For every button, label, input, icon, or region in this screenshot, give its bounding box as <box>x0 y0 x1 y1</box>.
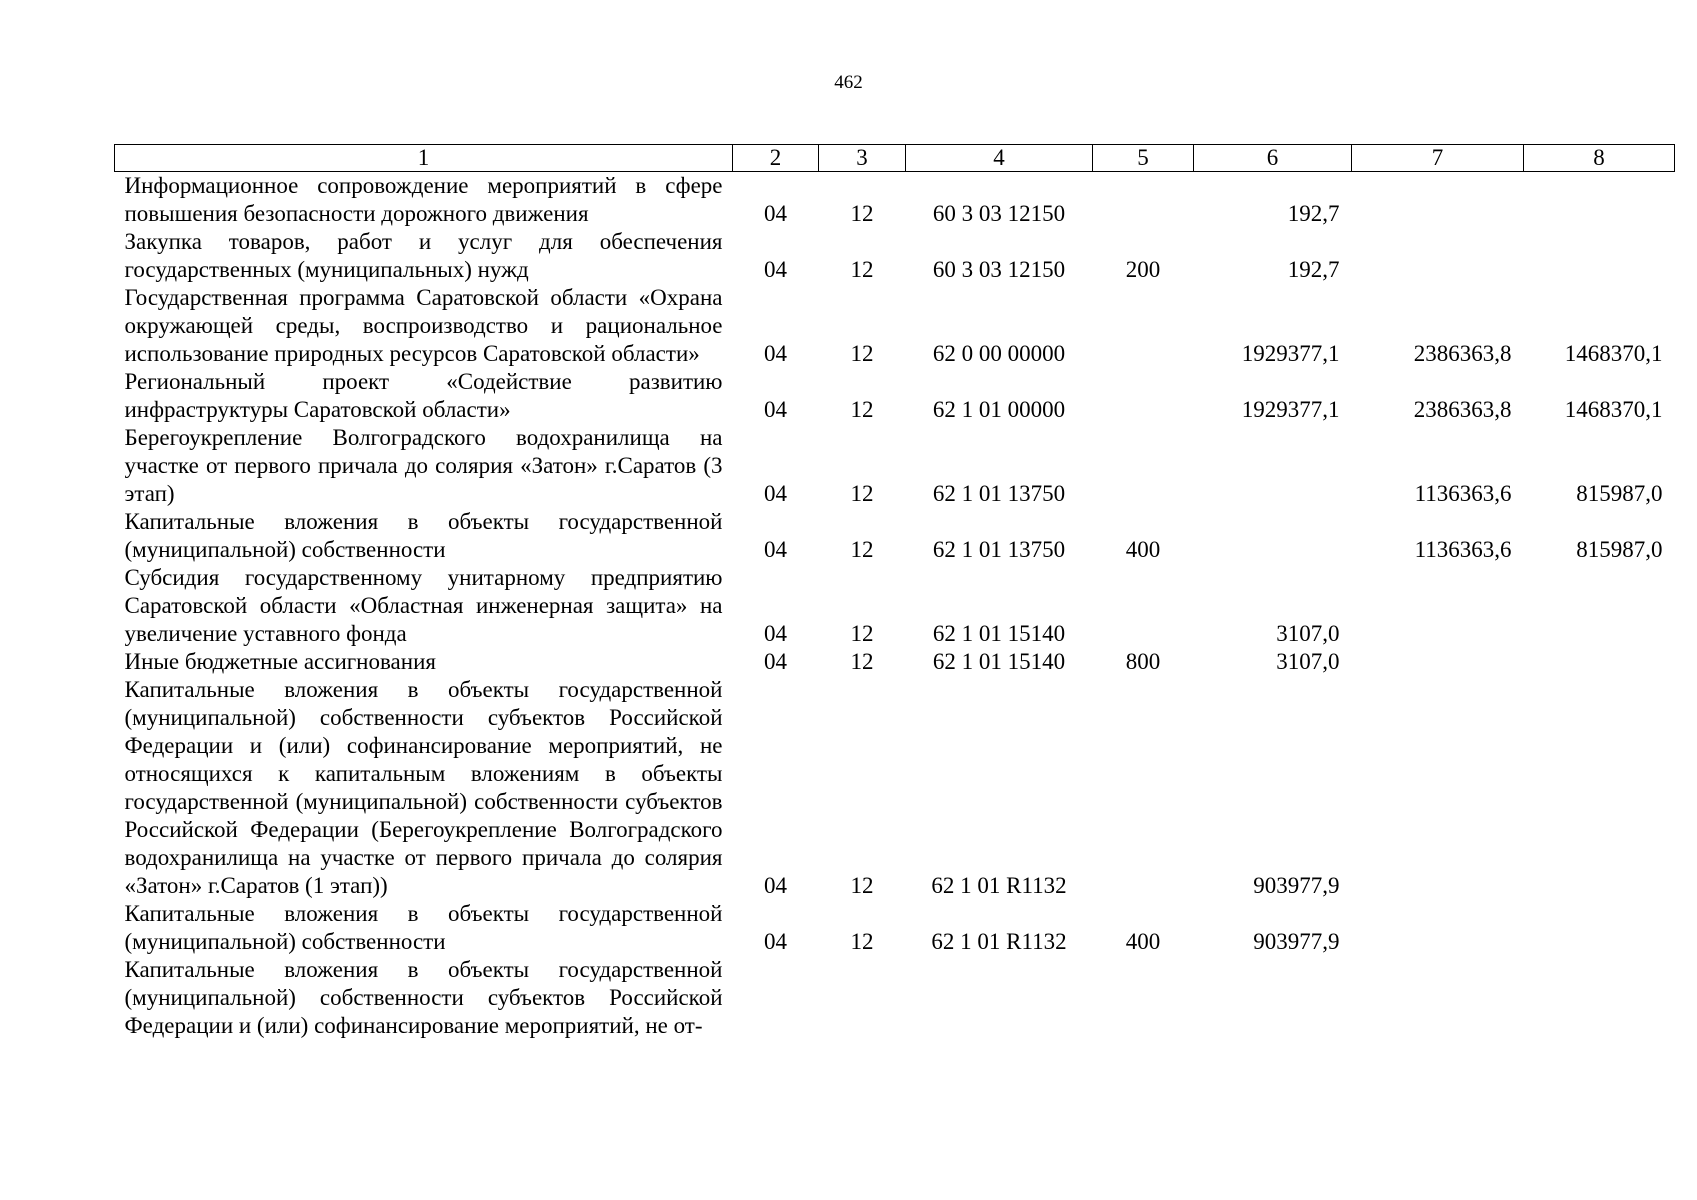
row-target-code: 62 0 00 00000 <box>932 341 1066 366</box>
row-target-code: 60 3 03 12150 <box>932 257 1066 282</box>
row-amount-7: 1136363,6 <box>1414 481 1512 506</box>
row-subsection <box>819 956 906 1040</box>
row-amount-8: 815987,0 <box>1576 481 1663 506</box>
header-row <box>115 145 1675 172</box>
row-expense-type <box>1093 956 1194 1040</box>
row-subsection: 12 <box>850 649 874 674</box>
row-amount-6 <box>1194 424 1352 508</box>
row-target-code <box>906 956 1093 1040</box>
header-cell-8: 8 <box>1524 145 1675 172</box>
row-target-code: 62 1 01 00000 <box>932 397 1066 422</box>
row-name: Государственная программа Саратовской области «Охрана окружающей среды, воспроизводство и рациональное использование природных ресурсов Саратовской области» <box>124 285 723 366</box>
table-row <box>115 368 1675 424</box>
row-amount-8: 1468370,1 <box>1564 397 1663 422</box>
row-name: Капитальные вложения в объекты государственной (муниципальной) собственности <box>124 901 723 954</box>
row-target-code: 60 3 03 12150 <box>932 201 1066 226</box>
row-expense-type <box>1093 284 1194 368</box>
row-section: 04 <box>764 341 787 366</box>
row-amount-6 <box>1194 508 1352 564</box>
table-body <box>115 172 1675 1041</box>
row-amount-6: 903977,9 <box>1253 929 1340 954</box>
row-section: 04 <box>764 929 787 954</box>
page-number: 462 <box>834 72 863 93</box>
row-subsection: 12 <box>850 481 874 506</box>
row-amount-6: 192,7 <box>1287 257 1340 282</box>
row-amount-6: 903977,9 <box>1253 873 1340 898</box>
row-amount-8: 1468370,1 <box>1564 341 1663 366</box>
row-subsection: 12 <box>850 397 874 422</box>
row-amount-7 <box>1352 648 1524 676</box>
row-amount-8 <box>1524 900 1675 956</box>
table-row <box>115 676 1675 900</box>
row-section: 04 <box>764 257 787 282</box>
row-subsection: 12 <box>850 621 874 646</box>
row-amount-6: 3107,0 <box>1276 621 1340 646</box>
row-amount-6: 192,7 <box>1287 201 1340 226</box>
row-subsection: 12 <box>850 257 874 282</box>
row-amount-8: 815987,0 <box>1576 537 1663 562</box>
row-target-code: 62 1 01 13750 <box>932 481 1066 506</box>
header-cell-2: 2 <box>733 145 819 172</box>
row-expense-type <box>1093 676 1194 900</box>
row-name: Информационное сопровождение мероприятий в сфере повышения безопасности дорожного движения <box>124 173 723 226</box>
header-cell-4: 4 <box>906 145 1093 172</box>
row-amount-7 <box>1352 228 1524 284</box>
row-amount-8 <box>1524 676 1675 900</box>
row-target-code: 62 1 01 13750 <box>932 537 1066 562</box>
row-target-code: 62 1 01 R1132 <box>931 873 1067 898</box>
row-subsection: 12 <box>850 537 874 562</box>
row-subsection: 12 <box>850 929 874 954</box>
row-amount-7 <box>1352 676 1524 900</box>
table-row <box>115 508 1675 564</box>
header-cell-6: 6 <box>1194 145 1352 172</box>
row-amount-6 <box>1194 956 1352 1040</box>
row-amount-7: 2386363,8 <box>1413 397 1512 422</box>
row-section: 04 <box>764 649 787 674</box>
row-amount-7 <box>1352 172 1524 229</box>
row-expense-type: 200 <box>1125 257 1161 282</box>
row-expense-type <box>1093 424 1194 508</box>
header-cell-7: 7 <box>1352 145 1524 172</box>
table-row <box>115 900 1675 956</box>
row-amount-8 <box>1524 172 1675 229</box>
row-amount-8 <box>1524 564 1675 648</box>
budget-table <box>114 144 1675 1040</box>
table-row <box>115 172 1675 229</box>
table-row <box>115 228 1675 284</box>
row-amount-7 <box>1352 956 1524 1040</box>
row-section: 04 <box>764 481 787 506</box>
row-subsection: 12 <box>850 201 874 226</box>
row-section <box>733 956 819 1040</box>
row-section: 04 <box>764 621 787 646</box>
row-name: Капитальные вложения в объекты государственной (муниципальной) собственности субъектов Российской Федерации и (или) софинансирование мероприятий, не относящихся к капитальным вложениям в объекты государственной (муниципальной) собственности субъектов Российской Федерации (Берегоукрепление Волгоградского водохранилища на участке от первого причала до солярия «Затон» г.Саратов (1 этап)) <box>124 677 723 898</box>
header-cell-1: 1 <box>115 145 733 172</box>
table-row <box>115 424 1675 508</box>
table-row <box>115 284 1675 368</box>
row-target-code: 62 1 01 R1132 <box>931 929 1067 954</box>
row-expense-type: 800 <box>1125 649 1161 674</box>
table-row <box>115 956 1675 1040</box>
row-amount-7: 2386363,8 <box>1413 341 1512 366</box>
row-subsection: 12 <box>850 341 874 366</box>
row-amount-6: 1929377,1 <box>1241 341 1340 366</box>
row-target-code: 62 1 01 15140 <box>932 621 1066 646</box>
row-name: Закупка товаров, работ и услуг для обеспечения государственных (муниципальных) нужд <box>124 229 723 282</box>
row-section: 04 <box>764 537 787 562</box>
row-name: Берегоукрепление Волгоградского водохранилища на участке от первого причала до солярия «Затон» г.Саратов (3 этап) <box>124 425 723 506</box>
row-expense-type <box>1093 564 1194 648</box>
header-cell-5: 5 <box>1093 145 1194 172</box>
table-header <box>115 145 1675 172</box>
row-name: Субсидия государственному унитарному предприятию Саратовской области «Областная инженерная защита» на увеличение уставного фонда <box>124 565 723 646</box>
row-section: 04 <box>764 397 787 422</box>
row-expense-type: 400 <box>1125 929 1161 954</box>
table-row <box>115 564 1675 648</box>
row-amount-7 <box>1352 564 1524 648</box>
row-section: 04 <box>764 873 787 898</box>
row-expense-type <box>1093 368 1194 424</box>
row-amount-6: 1929377,1 <box>1241 397 1340 422</box>
row-amount-7 <box>1352 900 1524 956</box>
header-cell-3: 3 <box>819 145 906 172</box>
row-expense-type: 400 <box>1125 537 1161 562</box>
row-name: Капитальные вложения в объекты государственной (муниципальной) собственности субъектов Российской Федерации и (или) софинансирование мероприятий, не от- <box>124 957 723 1038</box>
row-name: Капитальные вложения в объекты государственной (муниципальной) собственности <box>124 509 723 562</box>
row-subsection: 12 <box>850 873 874 898</box>
row-name: Иные бюджетные ассигнования <box>124 649 436 674</box>
row-amount-6: 3107,0 <box>1276 649 1340 674</box>
row-target-code: 62 1 01 15140 <box>932 649 1066 674</box>
row-name: Региональный проект «Содействие развитию инфраструктуры Саратовской области» <box>124 369 723 422</box>
row-amount-7: 1136363,6 <box>1414 537 1512 562</box>
row-section: 04 <box>764 201 787 226</box>
row-amount-8 <box>1524 648 1675 676</box>
row-expense-type <box>1093 172 1194 229</box>
row-amount-8 <box>1524 228 1675 284</box>
row-amount-8 <box>1524 956 1675 1040</box>
table-row <box>115 648 1675 676</box>
